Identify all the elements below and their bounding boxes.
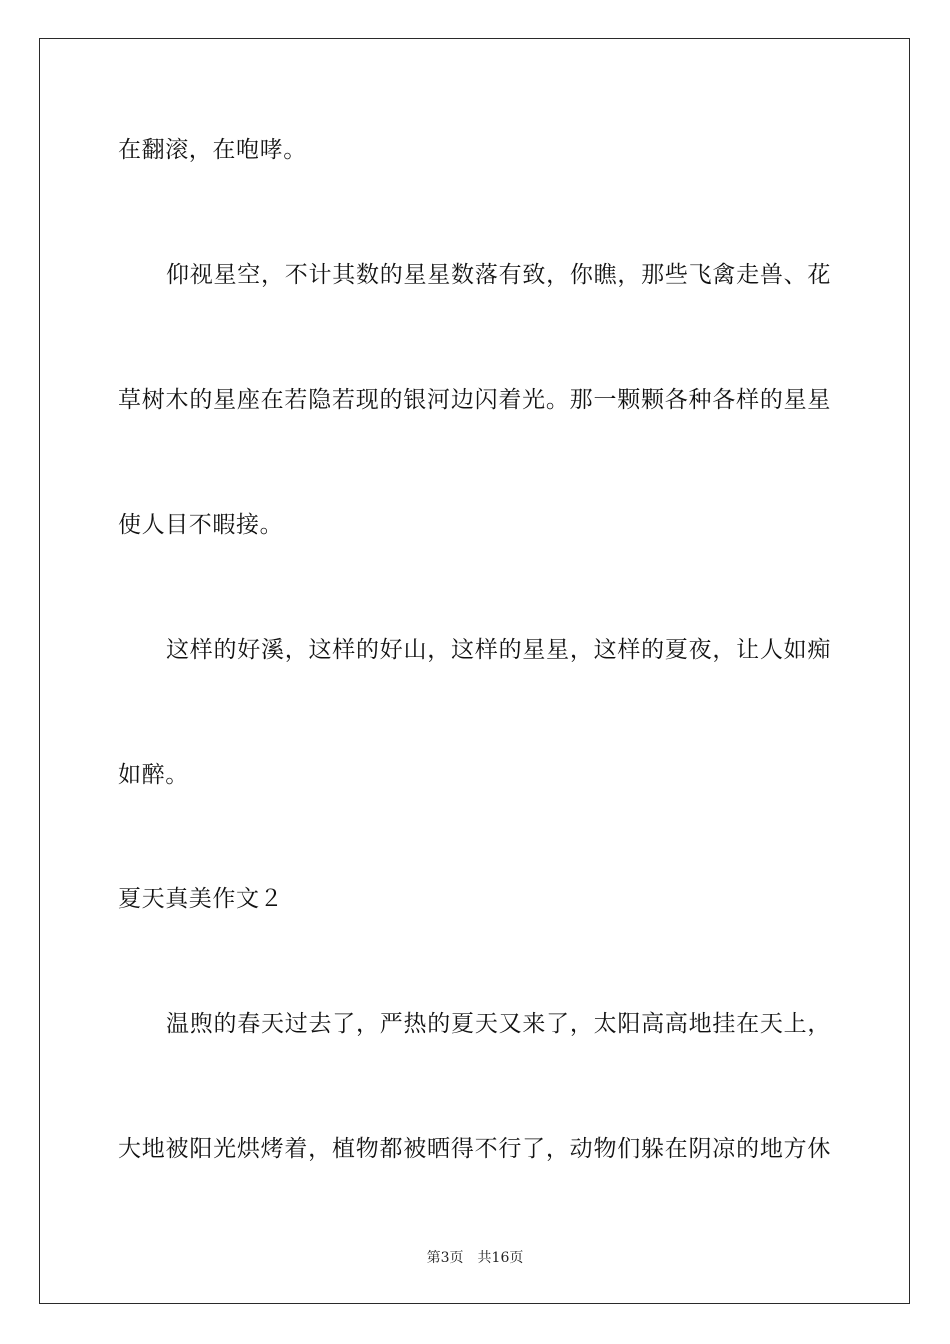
text-line-4: 使人目不暇接。: [118, 512, 284, 538]
text-line-8: 温煦的春天过去了，严热的夏天又来了，太阳高高地挂在天上，: [166, 1011, 831, 1037]
text-line-1: 在翻滚，在咆哮。: [118, 137, 307, 163]
text-line-5: 这样的好溪，这样的好山，这样的星星，这样的夏夜，让人如痴: [166, 637, 831, 663]
text-line-2: 仰视星空，不计其数的星星数落有致，你瞧，那些飞禽走兽、花: [166, 262, 831, 288]
text-line-3: 草树木的星座在若隐若现的银河边闪着光。那一颗颗各种各样的星星: [118, 387, 831, 413]
text-line-9: 大地被阳光烘烤着，植物都被晒得不行了，动物们躲在阴凉的地方休: [118, 1136, 831, 1162]
page-border: [39, 38, 910, 1304]
page-total: 共16页: [477, 1250, 524, 1266]
text-line-6: 如醉。: [118, 762, 189, 788]
page-number: 第3页: [426, 1250, 464, 1266]
section-heading: 夏天真美作文２: [118, 886, 284, 912]
page-footer: [0, 1247, 950, 1267]
